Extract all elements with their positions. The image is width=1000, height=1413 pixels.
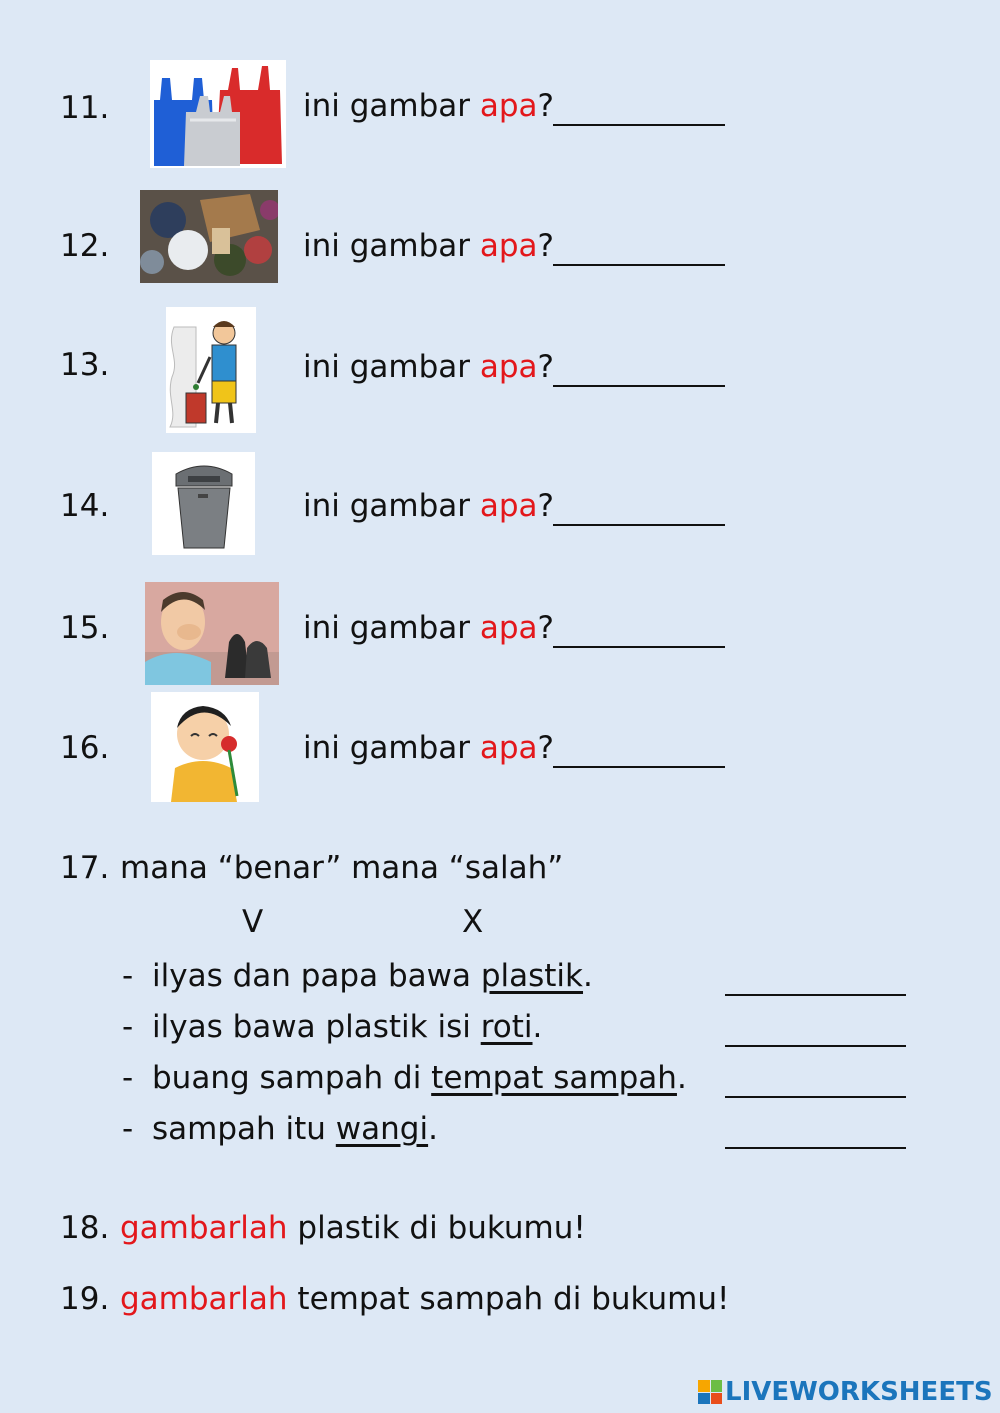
- statement-underlined: plastik: [480, 958, 584, 994]
- question-mark: ?: [537, 349, 555, 385]
- plastic-bags-icon: [150, 60, 286, 168]
- question-number: 19.: [60, 1281, 110, 1317]
- question-number: 15.: [60, 610, 110, 646]
- question-text: [303, 610, 554, 646]
- statement-period: .: [532, 1009, 543, 1045]
- question-16: [0, 692, 1000, 802]
- statement-period: .: [676, 1060, 687, 1096]
- statement-text: ilyas bawa plastik isi: [152, 1009, 481, 1045]
- liveworksheets-logo-icon: [698, 1380, 722, 1404]
- question-text: [303, 228, 554, 264]
- answer-blank[interactable]: [553, 385, 725, 387]
- question-mark: ?: [537, 730, 555, 766]
- instruction-keyword: gambarlah: [120, 1281, 288, 1317]
- question-number: 12.: [60, 228, 110, 264]
- question-text: [303, 88, 554, 124]
- boy-littering-icon: [166, 307, 256, 433]
- question-number: 13.: [60, 347, 110, 383]
- statement-3: [122, 1060, 687, 1096]
- question-text: [303, 730, 554, 766]
- liveworksheets-logo: [698, 1377, 993, 1407]
- answer-blank[interactable]: [553, 766, 725, 768]
- question-keyword: apa: [479, 488, 538, 524]
- statement-4: [122, 1111, 438, 1147]
- statement-period: .: [428, 1111, 438, 1147]
- true-false-answer-blank[interactable]: [725, 1045, 906, 1047]
- answer-blank[interactable]: [553, 524, 725, 526]
- garbage-pile-icon: [140, 190, 278, 283]
- question-prefix: ini gambar: [303, 488, 480, 524]
- true-false-title: mana “benar” mana “salah”: [120, 850, 564, 886]
- question-number: 17.: [60, 850, 110, 886]
- question-number: 16.: [60, 730, 110, 766]
- instruction-text: tempat sampah di bukumu!: [287, 1281, 730, 1317]
- question-text: [303, 488, 554, 524]
- statement-underlined: roti: [480, 1009, 533, 1045]
- question-number: 14.: [60, 488, 110, 524]
- man-covering-nose-icon: [145, 582, 279, 685]
- question-18: [60, 1210, 586, 1246]
- question-prefix: ini gambar: [303, 730, 480, 766]
- question-mark: ?: [537, 488, 555, 524]
- question-prefix: ini gambar: [303, 228, 480, 264]
- question-keyword: apa: [479, 610, 538, 646]
- statement-dash: -: [122, 1009, 134, 1045]
- instruction-text: plastik di bukumu!: [287, 1210, 586, 1246]
- question-12: [0, 190, 1000, 285]
- statement-dash: -: [122, 958, 134, 994]
- boy-smelling-flower-icon: [151, 692, 259, 802]
- statement-period: .: [583, 958, 593, 994]
- statement-underlined: tempat sampah: [431, 1060, 677, 1096]
- true-mark-label: V: [242, 904, 264, 940]
- answer-blank[interactable]: [553, 264, 725, 266]
- question-mark: ?: [537, 610, 555, 646]
- question-19: [60, 1281, 729, 1317]
- statement-underlined: wangi: [335, 1111, 429, 1147]
- true-false-heading: [60, 850, 563, 886]
- statement-text: buang sampah di: [152, 1060, 432, 1096]
- statement-text: sampah itu: [152, 1111, 336, 1147]
- true-false-answer-blank[interactable]: [725, 1147, 906, 1149]
- liveworksheets-logo-text: LIVEWORKSHEETS: [725, 1377, 993, 1407]
- statement-2: [122, 1009, 542, 1045]
- false-mark-label: X: [462, 904, 484, 940]
- question-keyword: apa: [479, 349, 538, 385]
- question-keyword: apa: [479, 228, 538, 264]
- question-mark: ?: [537, 88, 555, 124]
- question-13: [0, 305, 1000, 433]
- question-prefix: ini gambar: [303, 88, 480, 124]
- answer-blank[interactable]: [553, 646, 725, 648]
- question-number: 18.: [60, 1210, 110, 1246]
- question-keyword: apa: [479, 730, 538, 766]
- question-11: [0, 60, 1000, 170]
- question-number: 11.: [60, 90, 110, 126]
- statement-dash: -: [122, 1060, 134, 1096]
- question-15: [0, 582, 1000, 686]
- statement-dash: -: [122, 1111, 134, 1147]
- answer-blank[interactable]: [553, 124, 725, 126]
- true-false-answer-blank[interactable]: [725, 1096, 906, 1098]
- question-prefix: ini gambar: [303, 610, 480, 646]
- statement-text: ilyas dan papa bawa: [152, 958, 481, 994]
- question-text: [303, 349, 554, 385]
- question-keyword: apa: [479, 88, 538, 124]
- question-14: [0, 452, 1000, 556]
- question-mark: ?: [537, 228, 555, 264]
- instruction-keyword: gambarlah: [120, 1210, 288, 1246]
- trash-bin-icon: [152, 452, 255, 555]
- statement-1: [122, 958, 593, 994]
- question-prefix: ini gambar: [303, 349, 480, 385]
- true-false-answer-blank[interactable]: [725, 994, 906, 996]
